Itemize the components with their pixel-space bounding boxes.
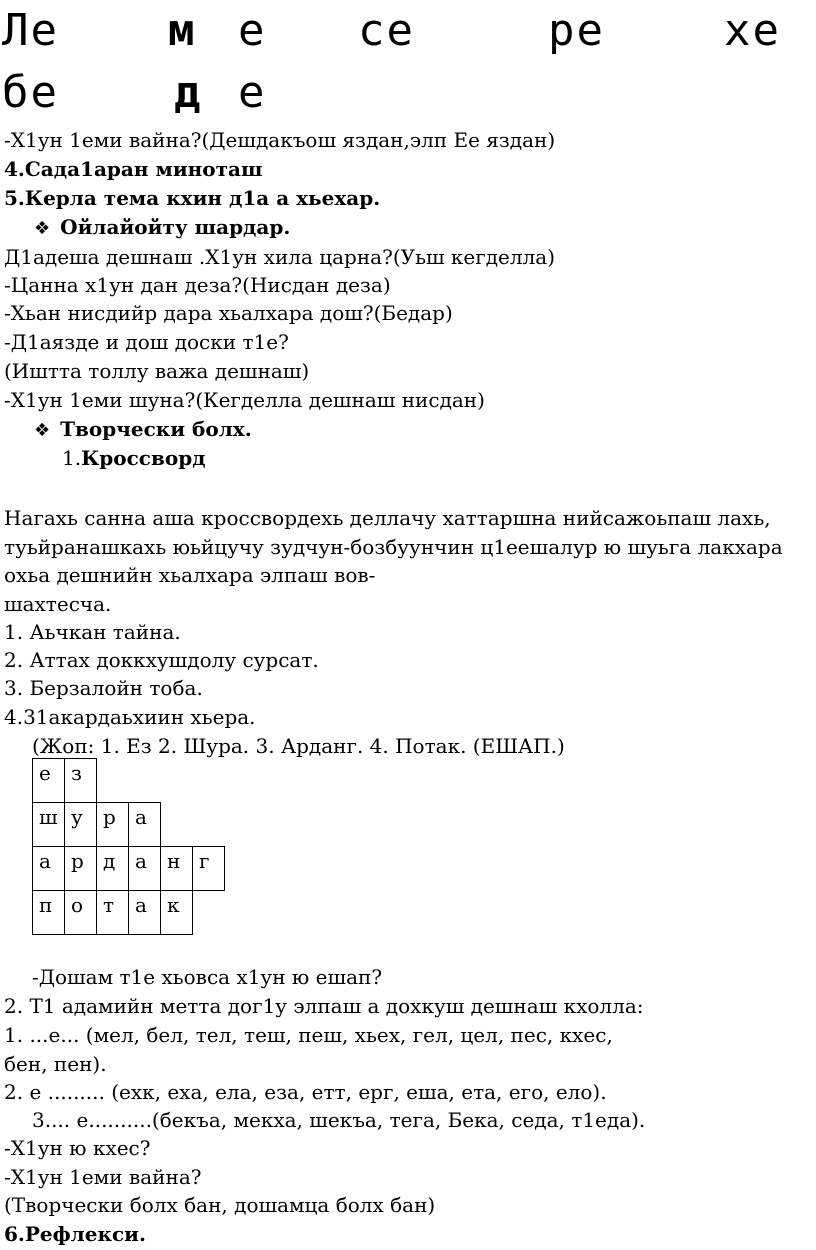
paragraph-line: Нагахь санна аша кроссвордехь деллачу хаттаршна нийсажоьпаш лахь, <box>4 506 771 530</box>
heading-letter-9: е <box>238 67 267 118</box>
heading-letter-3: е <box>238 5 267 56</box>
answer-line: (Жоп: 1. Ез 2. Шура. 3. Арданг. 4. Потак. (ЕШАП.) <box>32 734 565 758</box>
heading-letter-2: м <box>168 5 197 56</box>
heading-label: Кроссворд <box>81 446 206 470</box>
crossword-cell: п <box>33 891 65 935</box>
text-line: -Х1ун 1еми вайна?(Дешдакъош яздан,элп Ее яздан) <box>4 128 556 152</box>
bullet-item <box>34 416 252 444</box>
text-line: Д1адеша дешнаш .Х1ун хила царна?(Уьш кегделла) <box>4 245 556 269</box>
text-line: бен, пен). <box>4 1052 107 1076</box>
crossword-cell: а <box>33 847 65 891</box>
diamond-bullet-icon: ❖ <box>34 420 51 441</box>
section-heading: 5.Керла тема кхин д1а а хьехар. <box>4 186 381 210</box>
section-heading: 4.Сада1аран минoташ <box>4 157 263 181</box>
crossword-blank <box>161 759 193 803</box>
crossword-cell: о <box>65 891 97 935</box>
heading-number: 1. <box>62 446 82 470</box>
paragraph-line: шахтесча. <box>4 592 112 616</box>
heading-letter-1: Ле <box>2 5 59 56</box>
crossword-cell: н <box>161 847 193 891</box>
text-line: 2. Т1 адамийн метта дог1у элпаш а дохкуш дешнаш кхолла: <box>4 994 644 1018</box>
crossword-cell: т <box>97 891 129 935</box>
section-heading: 6.Рефлекси. <box>4 1222 146 1246</box>
text-line: -Х1ун 1еми вайна? <box>4 1165 202 1189</box>
crossword-blank <box>193 759 225 803</box>
paragraph-line: туьйранашкахь юьйцучу зудчун-бозбуунчин ц1еешалур ю шуьга лакхара <box>4 535 783 559</box>
crossword-cell: а <box>129 891 161 935</box>
heading-letter-4: се <box>358 5 415 56</box>
crossword-cell: д <box>97 847 129 891</box>
crossword-row <box>33 847 225 891</box>
question-item: 3. Берзалойн тоба. <box>4 676 203 700</box>
crossword-cell: у <box>65 803 97 847</box>
crossword-grid <box>32 758 225 935</box>
crossword-cell: а <box>129 803 161 847</box>
spaced-heading-row-2 <box>2 68 814 118</box>
crossword-cell: а <box>129 847 161 891</box>
crossword-blank <box>193 891 225 935</box>
spaced-heading-row-1 <box>2 6 814 56</box>
text-line: -Хьан нисдийр дара хьалхара дош?(Бедар) <box>4 301 453 325</box>
crossword-blank <box>193 803 225 847</box>
text-line: -Цанна х1ун дан деза?(Нисдан деза) <box>4 273 391 297</box>
text-line: -Д1аязде и дош доски т1е? <box>4 330 289 354</box>
question-item: 2. Аттах доккхушдолу сурсат. <box>4 648 319 672</box>
paragraph-line: охьа дешнийн хьалхара элпаш вов- <box>4 563 376 587</box>
crossword-cell: ш <box>33 803 65 847</box>
crossword-cell: з <box>65 759 97 803</box>
text-line: -Дошам т1е хьовса х1ун ю ешап? <box>32 965 383 989</box>
text-line: -Х1ун ю кхес? <box>4 1136 151 1160</box>
crossword-blank <box>97 759 129 803</box>
text-line: -Х1ун 1еми шуна?(Кегделла дешнаш нисдан) <box>4 388 485 412</box>
heading-letter-8: д <box>174 67 203 118</box>
heading-letter-5: ре <box>548 5 605 56</box>
bullet-label: Ойлайойту шардар. <box>60 215 291 239</box>
text-line: (Творчески болх бан, дошамца болх бан) <box>4 1193 436 1217</box>
heading-letter-6: хе <box>724 5 781 56</box>
text-line: (Иштта толлу важа дешнаш) <box>4 359 310 383</box>
crossword-blank <box>129 759 161 803</box>
crossword-cell: к <box>161 891 193 935</box>
heading-letter-7: бе <box>2 67 59 118</box>
crossword-cell: р <box>97 803 129 847</box>
text-line: 2. е ......... (ехк, еха, ела, еза, етт, ерг, еша, ета, его, ело). <box>4 1080 607 1104</box>
bullet-item <box>34 214 290 242</box>
diamond-bullet-icon: ❖ <box>34 218 51 239</box>
crossword-row <box>33 803 225 847</box>
crossword-cell: р <box>65 847 97 891</box>
crossword-cell: г <box>193 847 225 891</box>
text-line: 1. ...е... (мел, бел, тел, теш, пеш, хьех, гел, цел, пес, кхес, <box>4 1023 613 1047</box>
question-item: 4.31акардаьхиин хьера. <box>4 705 256 729</box>
bullet-label: Творчески болх. <box>60 417 252 441</box>
crossword-blank <box>161 803 193 847</box>
crossword-row <box>33 891 225 935</box>
numbered-heading <box>62 445 206 471</box>
text-line: 3.... е..........(бекъа, мекха, шекъа, тега, Бека, седа, т1еда). <box>32 1108 646 1132</box>
question-item: 1. Аьчкан тайна. <box>4 620 181 644</box>
crossword-row <box>33 759 225 803</box>
crossword-cell: е <box>33 759 65 803</box>
